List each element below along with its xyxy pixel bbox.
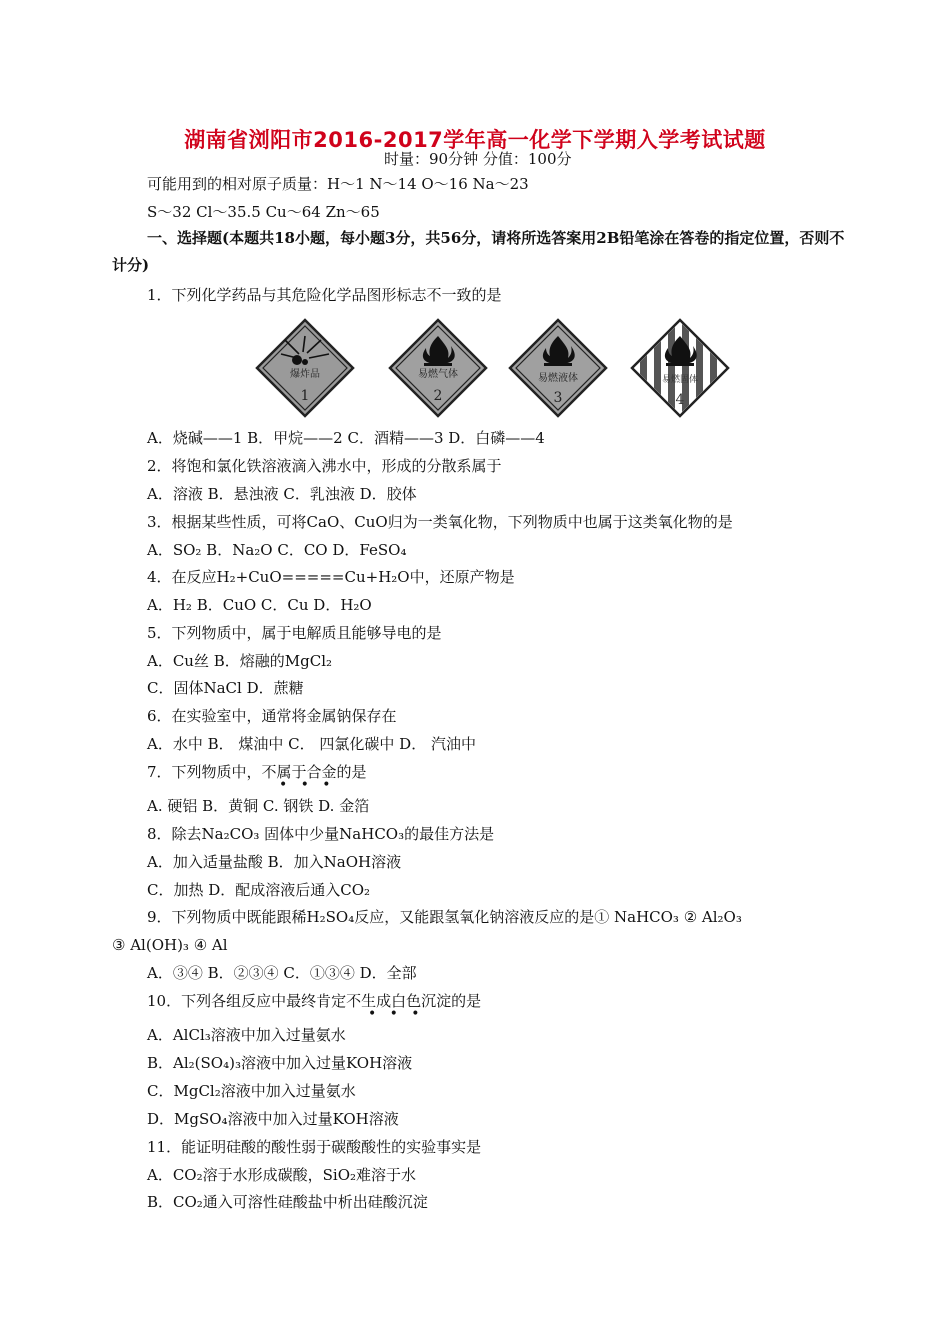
question-10-option-b: B．Al₂(SO₄)₃溶液中加入过量KOH溶液	[147, 1054, 413, 1072]
page-title: 湖南省浏阳市2016-2017学年高一化学下学期入学考试试题	[184, 128, 766, 152]
section-header: 一、选择题(本题共18小题，每小题3分，共56分，请将所选答案用2B铅笔涂在答卷的指定位置，否则不计分)	[112, 229, 845, 274]
emphasis-dots-q7: • • •	[279, 777, 331, 793]
question-4: 4．在反应H₂+CuO=====Cu+H₂O中，还原产物是	[147, 568, 515, 586]
question-3-options: A．SO₂ B．Na₂O C．CO D．FeSO₄	[147, 541, 407, 559]
sign-2-label: 易燃气体	[418, 369, 458, 380]
sign-3-label: 易燃液体	[538, 373, 578, 384]
question-11: 11．能证明硅酸的酸性弱于碳酸酸性的实验事实是	[147, 1138, 482, 1156]
emphasis-dots-q10: • • •	[368, 1006, 420, 1022]
question-8-options-ab: A．加入适量盐酸 B．加入NaOH溶液	[147, 853, 402, 871]
question-7-options: A. 硬铝 B．黄铜 C. 钢铁 D. 金箔	[147, 797, 370, 815]
question-1-options: A．烧碱——1 B．甲烷——2 C．酒精——3 D．白磷——4	[147, 429, 545, 447]
atomic-mass-line-2: S～32 Cl～35.5 Cu～64 Zn～65	[147, 203, 380, 221]
question-1: 1．下列化学药品与其危险化学品图形标志不一致的是	[147, 286, 502, 304]
sign-4-label: 易燃固体	[661, 375, 698, 385]
question-5-options-cd: C．固体NaCl D．蔗糖	[147, 679, 304, 697]
sign-1-number: 1	[300, 388, 310, 404]
question-10-option-a: A．AlCl₃溶液中加入过量氨水	[147, 1026, 346, 1044]
sign-2-number: 2	[433, 388, 443, 404]
question-9-options: A．③④ B．②③④ C．①③④ D．全部	[147, 964, 417, 982]
question-8: 8．除去Na₂CO₃ 固体中少量NaHCO₃的最佳方法是	[147, 825, 495, 843]
sign-1-label: 爆炸品	[290, 369, 320, 380]
hazard-signs	[255, 318, 755, 418]
sign-4-number: 4	[675, 392, 685, 408]
question-2: 2．将饱和氯化铁溶液滴入沸水中，形成的分散系属于	[147, 457, 502, 475]
question-10-option-d: D．MgSO₄溶液中加入过量KOH溶液	[147, 1110, 399, 1128]
exam-meta: 时量：90分钟 分值：100分	[384, 150, 572, 168]
question-4-options: A．H₂ B．CuO C．Cu D．H₂O	[147, 596, 372, 614]
question-7: 7．下列物质中，不属于合金的是	[147, 763, 367, 781]
question-8-options-cd: C．加热 D．配成溶液后通入CO₂	[147, 881, 371, 899]
question-6-options: A．水中 B． 煤油中 C． 四氯化碳中 D． 汽油中	[147, 735, 476, 753]
question-11-option-b: B．CO₂通入可溶性硅酸盐中析出硅酸沉淀	[147, 1193, 428, 1211]
question-10-option-c: C．MgCl₂溶液中加入过量氨水	[147, 1082, 356, 1100]
question-11-option-a: A．CO₂溶于水形成碳酸，SiO₂难溶于水	[147, 1166, 417, 1184]
question-5: 5．下列物质中，属于电解质且能够导电的是	[147, 624, 442, 642]
sign-3-number: 3	[553, 390, 563, 406]
question-3: 3．根据某些性质，可将CaO、CuO归为一类氧化物，下列物质中也属于这类氧化物的是	[147, 513, 733, 531]
question-2-options: A．溶液 B．悬浊液 C．乳浊液 D．胶体	[147, 485, 417, 503]
atomic-mass-line-1: 可能用到的相对原子质量：H～1 N～14 O～16 Na～23	[147, 175, 529, 193]
question-10: 10．下列各组反应中最终肯定不生成白色沉淀的是	[147, 992, 482, 1010]
question-6: 6．在实验室中，通常将金属钠保存在	[147, 707, 397, 725]
question-9: 9．下列物质中既能跟稀H₂SO₄反应，又能跟氢氧化钠溶液反应的是① NaHCO₃ ② Al₂O₃	[147, 908, 742, 926]
question-5-options-ab: A．Cu丝 B．熔融的MgCl₂	[147, 652, 333, 670]
question-9-continued: ③ Al(OH)₃ ④ Al	[112, 936, 228, 954]
